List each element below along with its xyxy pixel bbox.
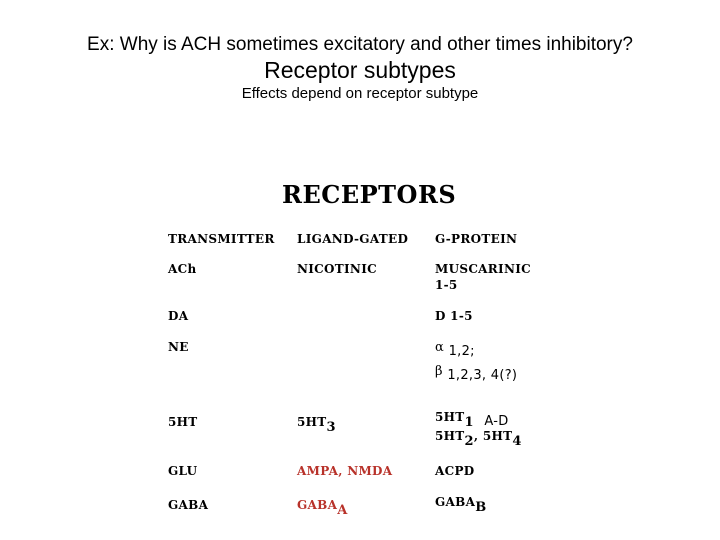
ligand-gaba-base: GABA: [297, 498, 338, 512]
gprotein-5ht-1: [435, 410, 509, 430]
gprotein-ach-subtypes: 1-5: [435, 278, 458, 292]
transmitter-ach: ACh: [168, 262, 197, 276]
ligand-glu: AMPA, NMDA: [297, 464, 393, 478]
gprotein-gaba-base: GABA: [435, 495, 476, 509]
slide-subtitle: Receptor subtypes: [264, 57, 456, 83]
gprotein-gaba: [435, 495, 487, 515]
ligand-5ht: [297, 415, 336, 435]
gprotein-ne-alpha: [435, 340, 475, 359]
gprotein-gaba-sub: B: [475, 500, 487, 515]
header-g-protein: G-PROTEIN: [435, 232, 518, 246]
ligand-gaba: [297, 498, 348, 518]
figure-title: RECEPTORS: [282, 180, 457, 209]
ligand-ach: NICOTINIC: [297, 262, 377, 276]
slide-title: Ex: Why is ACH sometimes excitatory and other times inhibitory?: [87, 34, 633, 55]
alpha-values: 1,2;: [448, 344, 475, 359]
transmitter-ne: NE: [168, 340, 189, 354]
beta-symbol: β: [435, 364, 443, 379]
gprotein-5ht-2-sep: ,: [473, 429, 479, 443]
transmitter-gaba: GABA: [168, 498, 209, 512]
transmitter-glu: GLU: [168, 464, 198, 478]
beta-values: 1,2,3, 4(?): [447, 368, 518, 383]
gprotein-5ht-1-base: 5HT: [435, 410, 465, 424]
gprotein-5ht-3-sub: 4: [512, 434, 522, 449]
gprotein-5ht-2: [435, 429, 522, 449]
slide-caption: Effects depend on receptor subtype: [241, 85, 479, 102]
gprotein-ach: MUSCARINIC: [435, 262, 531, 276]
gprotein-5ht-3-base: 5HT: [482, 429, 513, 443]
gprotein-5ht-2-base: 5HT: [435, 429, 465, 443]
transmitter-5ht: 5HT: [168, 415, 198, 429]
header-ligand-gated: LIGAND-GATED: [297, 232, 409, 246]
header-transmitter: TRANSMITTER: [168, 232, 275, 246]
gprotein-5ht-2-sub: 2: [464, 434, 474, 449]
gprotein-ne-beta: [435, 364, 518, 383]
gprotein-5ht-1-suffix: A-D: [484, 414, 509, 429]
transmitter-da: DA: [168, 309, 189, 323]
gprotein-da: D 1-5: [435, 309, 473, 323]
ligand-gaba-sub: A: [337, 503, 348, 518]
ligand-5ht-sub: 3: [326, 420, 336, 435]
gprotein-glu: ACPD: [435, 464, 475, 478]
ligand-5ht-base: 5HT: [297, 415, 327, 429]
alpha-symbol: α: [435, 340, 445, 355]
gprotein-5ht-1-sub: 1: [464, 415, 474, 430]
